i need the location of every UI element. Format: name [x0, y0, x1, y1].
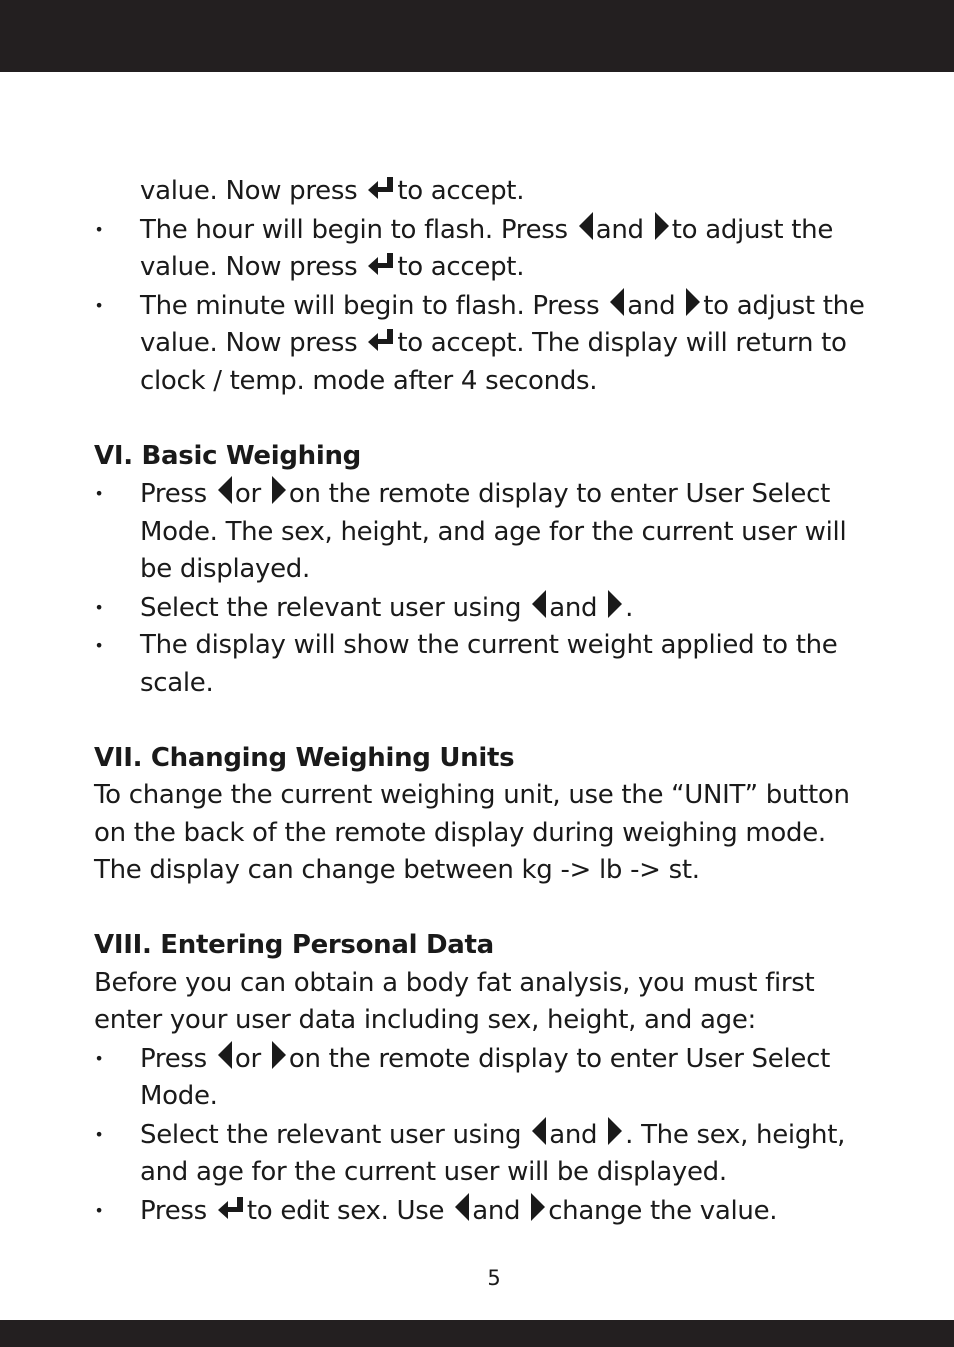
top-band — [0, 0, 954, 72]
right-arrow-icon — [607, 589, 623, 619]
text: and — [549, 592, 598, 623]
list-item — [94, 589, 874, 628]
right-arrow-icon — [530, 1192, 546, 1222]
text: or — [234, 1043, 261, 1074]
text: and — [595, 214, 644, 245]
bullet-dot: • — [94, 1124, 104, 1144]
text: to accept. — [397, 252, 525, 282]
enter-key-icon — [367, 252, 395, 278]
text: The hour will begin to flash. Press — [140, 214, 568, 245]
text: to edit sex. Use — [246, 1195, 445, 1226]
left-arrow-icon — [531, 1116, 547, 1146]
text: The display will show the current weight applied to the scale. — [140, 630, 838, 698]
left-arrow-icon — [531, 589, 547, 619]
list-item — [94, 1040, 874, 1116]
text: value. Now press — [140, 176, 358, 206]
bullet-dot: • — [94, 1200, 104, 1220]
left-arrow-icon — [217, 1040, 233, 1070]
text: to adjust the value. Now press — [140, 290, 865, 358]
text: and — [627, 290, 676, 321]
text: Press — [140, 1043, 207, 1074]
body-paragraph: To change the current weighing unit, use the “UNIT” button on the back of the remote display during weighing mode. The display can change between kg -> lb -> st. — [94, 780, 850, 885]
text: change the value. — [548, 1195, 778, 1226]
section-heading: VII. Changing Weighing Units — [94, 742, 515, 773]
bullet-dot: • — [94, 597, 104, 617]
bullet-dot: • — [94, 636, 104, 655]
text: Select the relevant user using — [140, 592, 522, 623]
bullet-dot: • — [94, 484, 104, 503]
spacer — [94, 702, 874, 740]
left-arrow-icon — [578, 211, 594, 241]
text: to adjust the value. Now press — [140, 214, 834, 282]
text: on the remote display to enter User Select Mode. The sex, height, and age for the current user will be displayed. — [140, 479, 847, 584]
text: and — [472, 1195, 521, 1226]
bullet-dot: • — [94, 295, 104, 315]
text: to accept. — [397, 176, 525, 206]
left-arrow-icon — [609, 287, 625, 317]
bullet-dot: • — [94, 1048, 104, 1068]
left-arrow-icon — [217, 475, 233, 505]
enter-key-icon — [367, 176, 395, 202]
list-item — [94, 475, 874, 589]
list-item — [94, 287, 874, 401]
page-content — [94, 173, 874, 1230]
text: or — [234, 479, 261, 509]
page-number: 5 — [487, 1266, 501, 1290]
right-arrow-icon — [654, 211, 670, 241]
right-arrow-icon — [685, 287, 701, 317]
text: to accept. The display will return to clock / temp. mode after 4 seconds. — [140, 328, 847, 396]
right-arrow-icon — [271, 1040, 287, 1070]
text: . — [625, 592, 634, 623]
right-arrow-icon — [607, 1116, 623, 1146]
text: on the remote display to enter User Select Mode. — [140, 1043, 830, 1111]
text: Press — [140, 479, 207, 509]
text: . The sex, height, and age for the current user will be displayed. — [140, 1119, 846, 1187]
section-heading: VIII. Entering Personal Data — [94, 930, 494, 960]
text: Press — [140, 1195, 207, 1226]
section-heading: VI. Basic Weighing — [94, 440, 361, 471]
list-item — [94, 211, 874, 287]
text: The minute will begin to flash. Press — [140, 290, 600, 321]
list-item — [94, 627, 874, 702]
bottom-band — [0, 1320, 954, 1347]
list-item — [94, 1116, 874, 1192]
spacer — [94, 890, 874, 928]
list-item — [94, 1192, 874, 1231]
continued-line — [94, 173, 874, 211]
enter-key-icon — [367, 328, 395, 354]
bullet-dot: • — [94, 219, 104, 239]
left-arrow-icon — [454, 1192, 470, 1222]
body-paragraph: Before you can obtain a body fat analysis, you must first enter your user data including sex, height, and age: — [94, 967, 815, 1035]
text: and — [549, 1119, 598, 1150]
right-arrow-icon — [271, 475, 287, 505]
spacer — [94, 400, 874, 438]
enter-key-icon — [217, 1196, 245, 1222]
text: Select the relevant user using — [140, 1119, 522, 1150]
